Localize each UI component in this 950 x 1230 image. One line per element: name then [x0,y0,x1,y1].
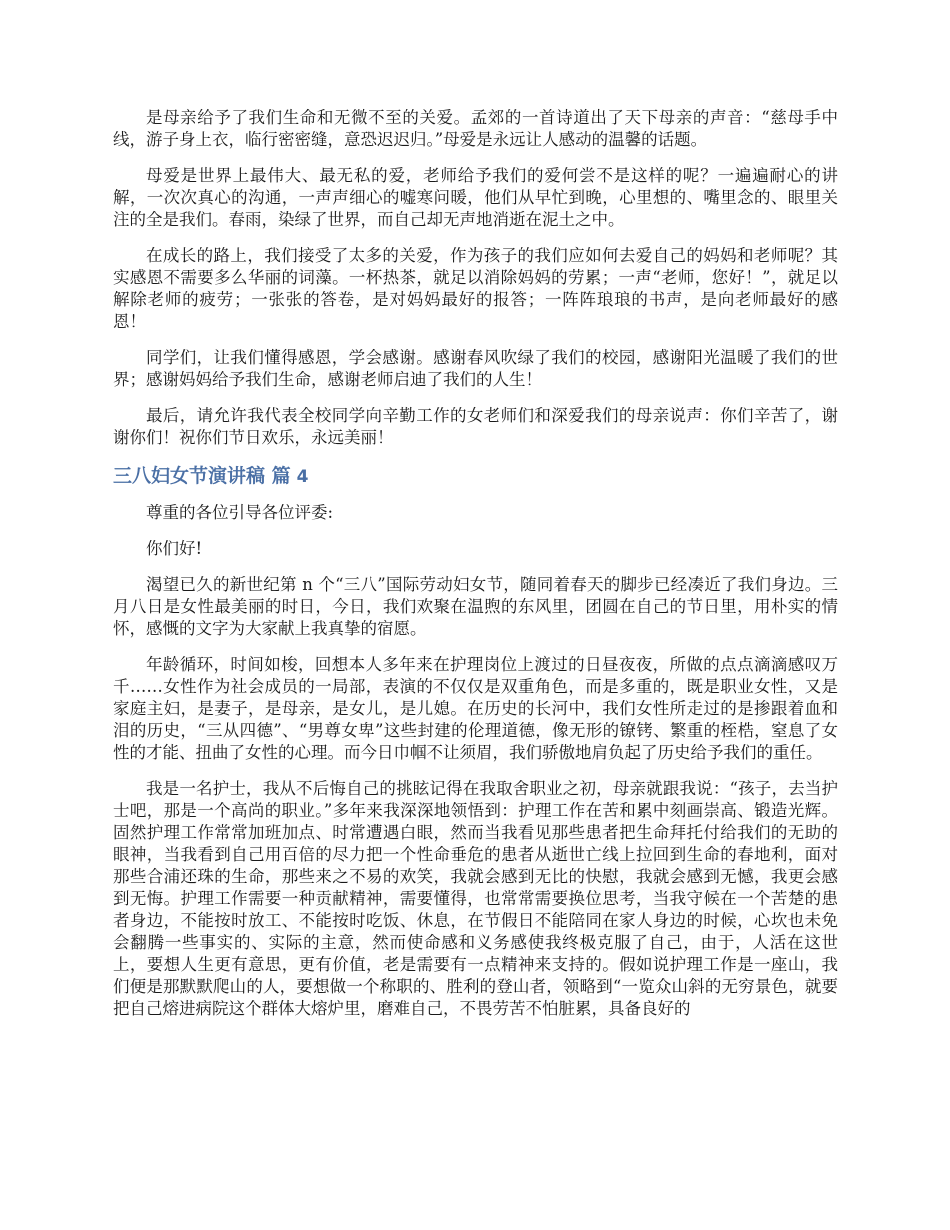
body-paragraph: 母爱是世界上最伟大、最无私的爱，老师给予我们的爱何尝不是这样的呢？一遍遍耐心的讲解，一次次真心的沟通，一声声细心的嘘寒问暖，他们从早忙到晚，心里想的、嘴里念的、眼里关注的全是我们。春雨，染绿了世界，而自己却无声地消逝在泥土之中。 [113,166,838,229]
body-paragraph: 年龄循环，时间如梭，回想本人多年来在护理岗位上渡过的日昼夜夜，所做的点点滴滴感叹万千……女性作为社会成员的一局部，表演的不仅仅是双重角色，而是多重的，既是职业女性，又是家庭主妇，是妻子，是母亲，是女儿，是儿媳。在历史的长河中，我们女性所走过的是掺跟着血和泪的历史，“三从四德”、“男尊女卑”这些封建的伦理道德，像无形的镣铐、繁重的桎梏，窒息了女性的才能、扭曲了女性的心理。而今日巾帼不让须眉，我们骄傲地肩负起了历史给予我们的重任。 [113,655,838,762]
section-heading-text: 三八妇女节演讲稿 篇 [113,465,291,487]
greeting: 你们好! [146,539,203,558]
section-heading [113,463,838,490]
body-paragraph: 最后，请允许我代表全校同学向辛勤工作的女老师们和深爱我们的母亲说声：你们辛苦了，谢谢你们！祝你们节日欢乐，永远美丽！ [113,406,838,447]
body-paragraph: 同学们，让我们懂得感恩，学会感谢。感谢春风吹绿了我们的校园，感谢阳光温暖了我们的世界；感谢妈妈给予我们生命，感谢老师启迪了我们的人生！ [113,348,838,389]
body-paragraph: 是母亲给予了我们生命和无微不至的关爱。孟郊的一首诗道出了天下母亲的声音：“慈母手中线，游子身上衣，临行密密缝，意恐迟迟归。”母爱是永远让人感动的温馨的话题。 [113,108,838,149]
document-page [113,107,838,1034]
body-paragraph: 在成长的路上，我们接受了太多的关爱，作为孩子的我们应如何去爱自己的妈妈和老师呢？其实感恩不需要多么华丽的词藻。一杯热茶，就足以消除妈妈的劳累；一声“老师，您好！”，就足以解除老师的疲劳；一张张的答卷，是对妈妈最好的报答；一阵阵琅琅的书声，是向老师最好的感恩！ [113,246,838,331]
section-heading-number: 4 [296,467,309,487]
salutation: 尊重的各位引导各位评委: [146,503,334,522]
body-paragraph: 渴望已久的新世纪第 n 个“三八”国际劳动妇女节，随同着春天的脚步已经凑近了我们身边。三月八日是女性最美丽的时日，今日，我们欢聚在温煦的东风里，团圆在自己的节日里，用朴实的情怀，感慨的文字为大家献上我真挚的宿愿。 [113,575,838,638]
body-paragraph: 我是一名护士，我从不后悔自己的挑眩记得在我取舍职业之初，母亲就跟我说：“孩子，去当护士吧，那是一个高尚的职业。”多年来我深深地领悟到：护理工作在苦和累中刻画崇高、锻造光辉。固然护理工作常常加班加点、时常遭遇白眼，然而当我看见那些患者把生命拜托付给我们的无助的眼神，当我看到自己用百倍的尽力把一个性命垂危的患者从逝世亡线上拉回到生命的春地利，面对那些合浦还珠的生命，那些来之不易的欢笑，我就会感到无比的快慰，我就会感到无憾，我更会感到无悔。护理工作需要一种贡献精神，需要懂得，也常常需要换位思考，当我守候在一个苦楚的患者身边，不能按时放工、不能按时吃饭、休息，在节假日不能陪同在家人身边的时候，心坎也未免会翻腾一些事实的、实际的主意，然而使命感和义务感使我终极克服了自己，由于，人活在这世上，要想人生更有意思，更有价值，老是需要有一点精神来支持的。假如说护理工作是一座山，我们便是那默默爬山的人，要想做一个称职的、胜利的登山者，领略到“一览众山斜的无穷景色，就要把自己熔进病院这个群体大熔炉里，磨难自己，不畏劳苦不怕脏累，具备良好的 [113,779,838,1018]
